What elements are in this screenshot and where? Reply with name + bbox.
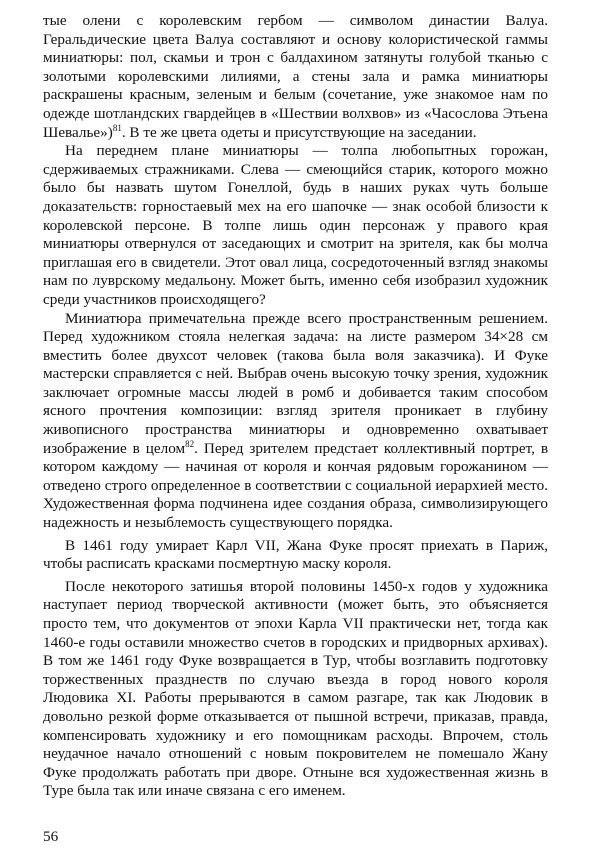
paragraph-3-text-end: . Перед зрителем предстает коллективный портрет, в котором каждому — начиная от короля и кончая рядовым горожанином — отведено строго определенное в соответствии с социальной иерархией место. Художественная форма подчинена идее создания образа, символизирующего надежность и незыблемость существующего порядка. — [43, 439, 548, 532]
footnote-ref-81: 81 — [112, 122, 122, 133]
paragraph-3-text: Миниатюра примечательна прежде всего пространственным решением. Перед художником стояла нелегкая задача: на листе размером 34×28 см вместить более двухсот человек (такова была воля заказчика). И Фуке мастерски справляется с ней. Выбрав очень высокую точку зрения, художник заключает огромные массы людей в ромб и добивается таким способом ясного прочтения композиции: взгляд зрителя проникает в глубину живописного пространства миниатюры и одновременно охватывает изображение в целом — [43, 309, 548, 457]
page-number: 56 — [43, 828, 59, 845]
paragraph-4 — [43, 537, 548, 574]
paragraph-5-text: После некоторого затишья второй половины 1450-х годов у художника наступает период творческой активности (может быть, это объясняется просто тем, что документов от эпохи Карла VII практически нет, тогда как 1460-е годы оставили множество счетов в городских и придворных архивах). В том же 1461 году Фуке возвращается в Тур, чтобы возглавить подготовку торжественных празднеств по случаю въезда в город нового короля Людовика XI. Работы прерываются в самом разгаре, так как Людовик в довольно резкой форме отказывается от пышной встречи, приказав, правда, компенсировать художнику и его помощникам расходы. Впрочем, столь неудачное начало отношений с новым покровителем не помешало Жану Фуке продолжать работать при дворе. Отныне вся художественная жизнь в Туре была так или иначе связана с его именем. — [43, 577, 548, 800]
paragraph-2 — [43, 142, 548, 309]
footnote-ref-82: 82 — [185, 438, 195, 449]
paragraph-5 — [43, 578, 548, 801]
paragraph-2-text: На переднем плане миниатюры — толпа любопытных горожан, сдерживаемых стражниками. Слева — смеющийся старик, которого можно было бы назвать шутом Гонеллой, будь в наших руках чуть больше доказательств: горностаевый мех на его шапочке — знак особой близости к королевской персоне. В толпе лишь один персонаж у правого края миниатюры отвернулся от заседающих и смотрит на зрителя, как бы молча приглашая его в свидетели. Этот овал лица, сосредоточенный взгляд знакомы нам по луврскому медальону. Может быть, именно себя изобразил художник среди участников происходящего? — [43, 142, 548, 308]
paragraph-1-text-end: . В те же цвета одеты и присутствующие на заседании. — [121, 123, 477, 141]
paragraph-3 — [43, 310, 548, 533]
paragraph-1-text: тые олени с королевским гербом — символом династии Валуа. Геральдические цвета Валуа составляют и основу колористической гаммы миниатюры: пол, скамьи и трон с балдахином затянуты голубой тканью с золотыми королевскими лилиями, а стены зала и рамка миниатюры раскрашены красным, зеленым и белым (сочетание, уже знакомое нам по одежде шотландских гвардейцев в «Шествии волхвов» из «Часослова Этьена Шевалье») — [43, 12, 548, 141]
body-text — [43, 12, 548, 801]
paragraph-4-text: В 1461 году умирает Карл VII, Жана Фуке просят приехать в Париж, чтобы расписать красками посмертную маску короля. — [43, 536, 548, 573]
paragraph-1 — [43, 12, 548, 142]
